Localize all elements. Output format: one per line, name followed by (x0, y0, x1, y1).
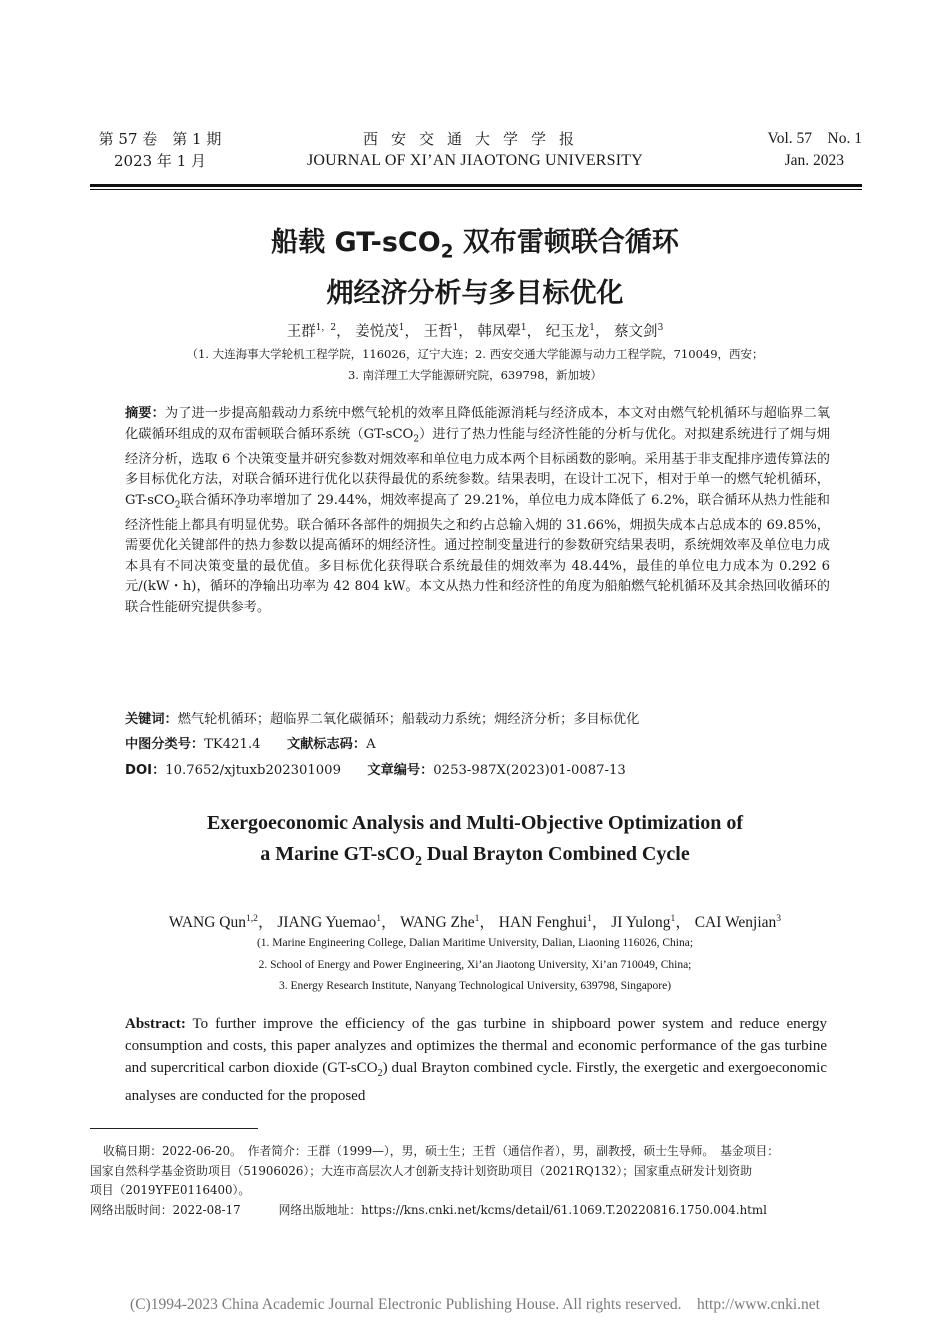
affiliation-en-line: 3. Energy Research Institute, Nanyang Technological University, 639798, Singapore) (278, 980, 672, 992)
footnote-rule (90, 1128, 258, 1129)
author-cn: 纪玉龙$^1$ (545, 323, 595, 340)
doi-line (125, 761, 830, 782)
author-cn: 韩凤翚$^1$ (477, 323, 527, 340)
author-en: HAN Fenghui$^1$ (498, 912, 592, 931)
date-en: Jan. 2023 (784, 152, 844, 169)
author-cn: 姜悦茂$^1$ (355, 323, 405, 340)
footnote-online-line (90, 1201, 861, 1221)
title-cn (0, 222, 950, 315)
classification-line (125, 735, 830, 756)
keywords-text: 燃气轮机循环；超临界二氧化碳循环；船载动力系统；㶲经济分析；多目标优化 (177, 712, 640, 727)
header-right (740, 128, 862, 172)
volume-issue-en: Vol. 57 No. 1 (767, 130, 862, 147)
online-time: 网络出版时间：2022-08-17 (90, 1202, 241, 1217)
title-cn-line2: 㶲经济分析与多目标优化 (326, 278, 624, 310)
footnote (90, 1142, 861, 1220)
title-en-line2: a Marine GT-sCO$_2$ Dual Brayton Combined Cycle (260, 843, 690, 868)
authors-en: WANG Qun$^{1,2}$， JIANG Yuemao$^1$， WANG Zhe$^1$， HAN Fenghui$^1$， JI Yulong$^1$， CAI Wenjian$^3$ (168, 912, 782, 931)
title-en-line1: Exergoeconomic Analysis and Multi-Objective Optimization of (206, 812, 744, 834)
affiliation-en-line: 2. School of Energy and Power Engineering, Xi’an Jiaotong University, Xi’an 710049, China; (258, 958, 692, 971)
author-cn: 王群$^{1,2}$ (286, 323, 337, 340)
date-cn: 2023 年 1 月 (113, 152, 207, 170)
doi-label: DOI： (125, 763, 166, 778)
volume-issue-cn: 第 57 卷 第 1 期 (98, 130, 222, 148)
author-en: WANG Qun$^{1,2}$ (168, 912, 258, 931)
author-en: JIANG Yuemao$^1$ (277, 912, 382, 931)
author-en: WANG Zhe$^1$ (400, 912, 480, 931)
keywords-cn (125, 710, 830, 731)
clc-value: TK421.4 (204, 737, 261, 752)
footnote-line: 国家自然科学基金资助项目（51906026）；大连市高层次人才创新支持计划资助项目（2021RQ132）；国家重点研发计划资助 (90, 1163, 752, 1178)
affiliation-cn-line: 3. 南洋理工大学能源研究院，639798，新加坡） (347, 368, 603, 382)
abstract-cn: 摘要：为了进一步提高船载动力系统中燃气轮机的效率且降低能源消耗与经济成本，本文对由燃气轮机循环与超临界二氧化碳循环组成的双布雷顿联合循环系统（GT-sCO$_2$）进行了热力性能与经济性能的分析与优化。对拟建系统进行了㶲与㶲经济分析，选取 6 个决策变量并研究参数对㶲效率和单位电力成本两个目标函数的影响。采用基于非支配排序遗传算法的多目标优化方法，对联合循环进行优化以获得最优的系统参数。结果表明，在设计工况下，相对于单一的燃气轮机循环，GT-sCO$_2$联合循环净功率增加了 29.44%，㶲效率提高了 29.21%，单位电力成本降低了 6.2%，联合循环从热力性能和经济性能上都具有明显优势。联合循环各部件的㶲损失之和约占总输入㶲的 31.66%，㶲损失成本占总成本的 69.85%，需要优化关键部件的热力参数以提高循环的㶲经济性。通过控制变量进行的参数研究结果表明，系统㶲效率及单位电力成本具有不同决策变量的最优值。多目标优化获得联合系统最佳的㶲效率为 48.44%，最佳的单位电力成本为 0.292 6 元/(kW・h)，循环的净输出功率为 42 804 kW。本文从热力性和经济性的角度为船舶燃气轮机循环及其余热回收循环的联合性能研究提供参考。 (125, 406, 831, 615)
online-address[interactable]: 网络出版地址：https://kns.cnki.net/kcms/detail/61.1069.T.20220816.1750.004.html (278, 1202, 767, 1217)
title-cn-line1: 船载 GT-sCO$_2$ 双布雷顿联合循环 (271, 227, 679, 263)
affiliations-cn (60, 344, 890, 386)
footnote-line: 收稿日期：2022-06-20。 作者简介：王群（1999—），男，硕士生；王哲（通信作者），男，副教授，硕士生导师。 基金项目： (103, 1144, 780, 1158)
author-en: CAI Wenjian$^3$ (694, 912, 782, 931)
affiliation-cn-line: （1. 大连海事大学轮机工程学院，116026，辽宁大连；2. 西安交通大学能源与动力工程学院，710049，西安； (186, 347, 764, 361)
copyright-line: (C)1994-2023 China Academic Journal Electronic Publishing House. All rights reserved. http://www.cnki.net (130, 1296, 820, 1313)
abstract-en: Abstract: To further improve the efficiency of the gas turbine in shipboard power system and reduce energy consumption and costs, this paper analyzes and optimizes the thermal and economic performance of the gas turbine and supercritical carbon dioxide (GT-sCO$_2$) dual Brayton combined cycle. Firstly, the exergetic and exergoeconomic analyses are conducted for the proposed (125, 1016, 827, 1104)
header-center (230, 128, 720, 172)
header-rule-thick (90, 184, 862, 187)
affiliations-en (0, 933, 950, 998)
title-en (0, 808, 950, 876)
doc-code-label: 文献标志码： (286, 737, 367, 752)
author-cn: 王哲$^1$ (423, 323, 459, 340)
footnote-line: 项目（2019YFE0116400）。 (90, 1183, 251, 1197)
abstract-cn-label: 摘要： (125, 406, 165, 421)
article-number-value: 0253-987X(2023)01-0087-13 (433, 763, 626, 778)
journal-name-en: JOURNAL OF XI’AN JIAOTONG UNIVERSITY (306, 152, 644, 169)
authors-cn: 王群$^{1,2}$， 姜悦茂$^1$， 王哲$^1$， 韩凤翚$^1$， 纪玉龙$^1$， 蔡文剑$^3$ (286, 323, 664, 340)
doi-value[interactable]: 10.7652/xjtuxb202301009 (165, 763, 341, 778)
journal-name-cn: 西安交通大学学报 (362, 130, 587, 148)
article-number-label: 文章编号： (367, 763, 434, 778)
header-rule-thin (90, 189, 862, 190)
header-left (90, 128, 230, 172)
author-cn: 蔡文剑$^3$ (614, 323, 664, 340)
doc-code-value: A (366, 737, 376, 752)
abstract-en-label: Abstract: (125, 1016, 186, 1032)
clc-label: 中图分类号： (125, 737, 205, 752)
keywords-label: 关键词： (125, 712, 178, 727)
affiliation-en-line: (1. Marine Engineering College, Dalian Maritime University, Dalian, Liaoning 116026, China; (256, 937, 694, 949)
author-en: JI Yulong$^1$ (611, 912, 676, 931)
